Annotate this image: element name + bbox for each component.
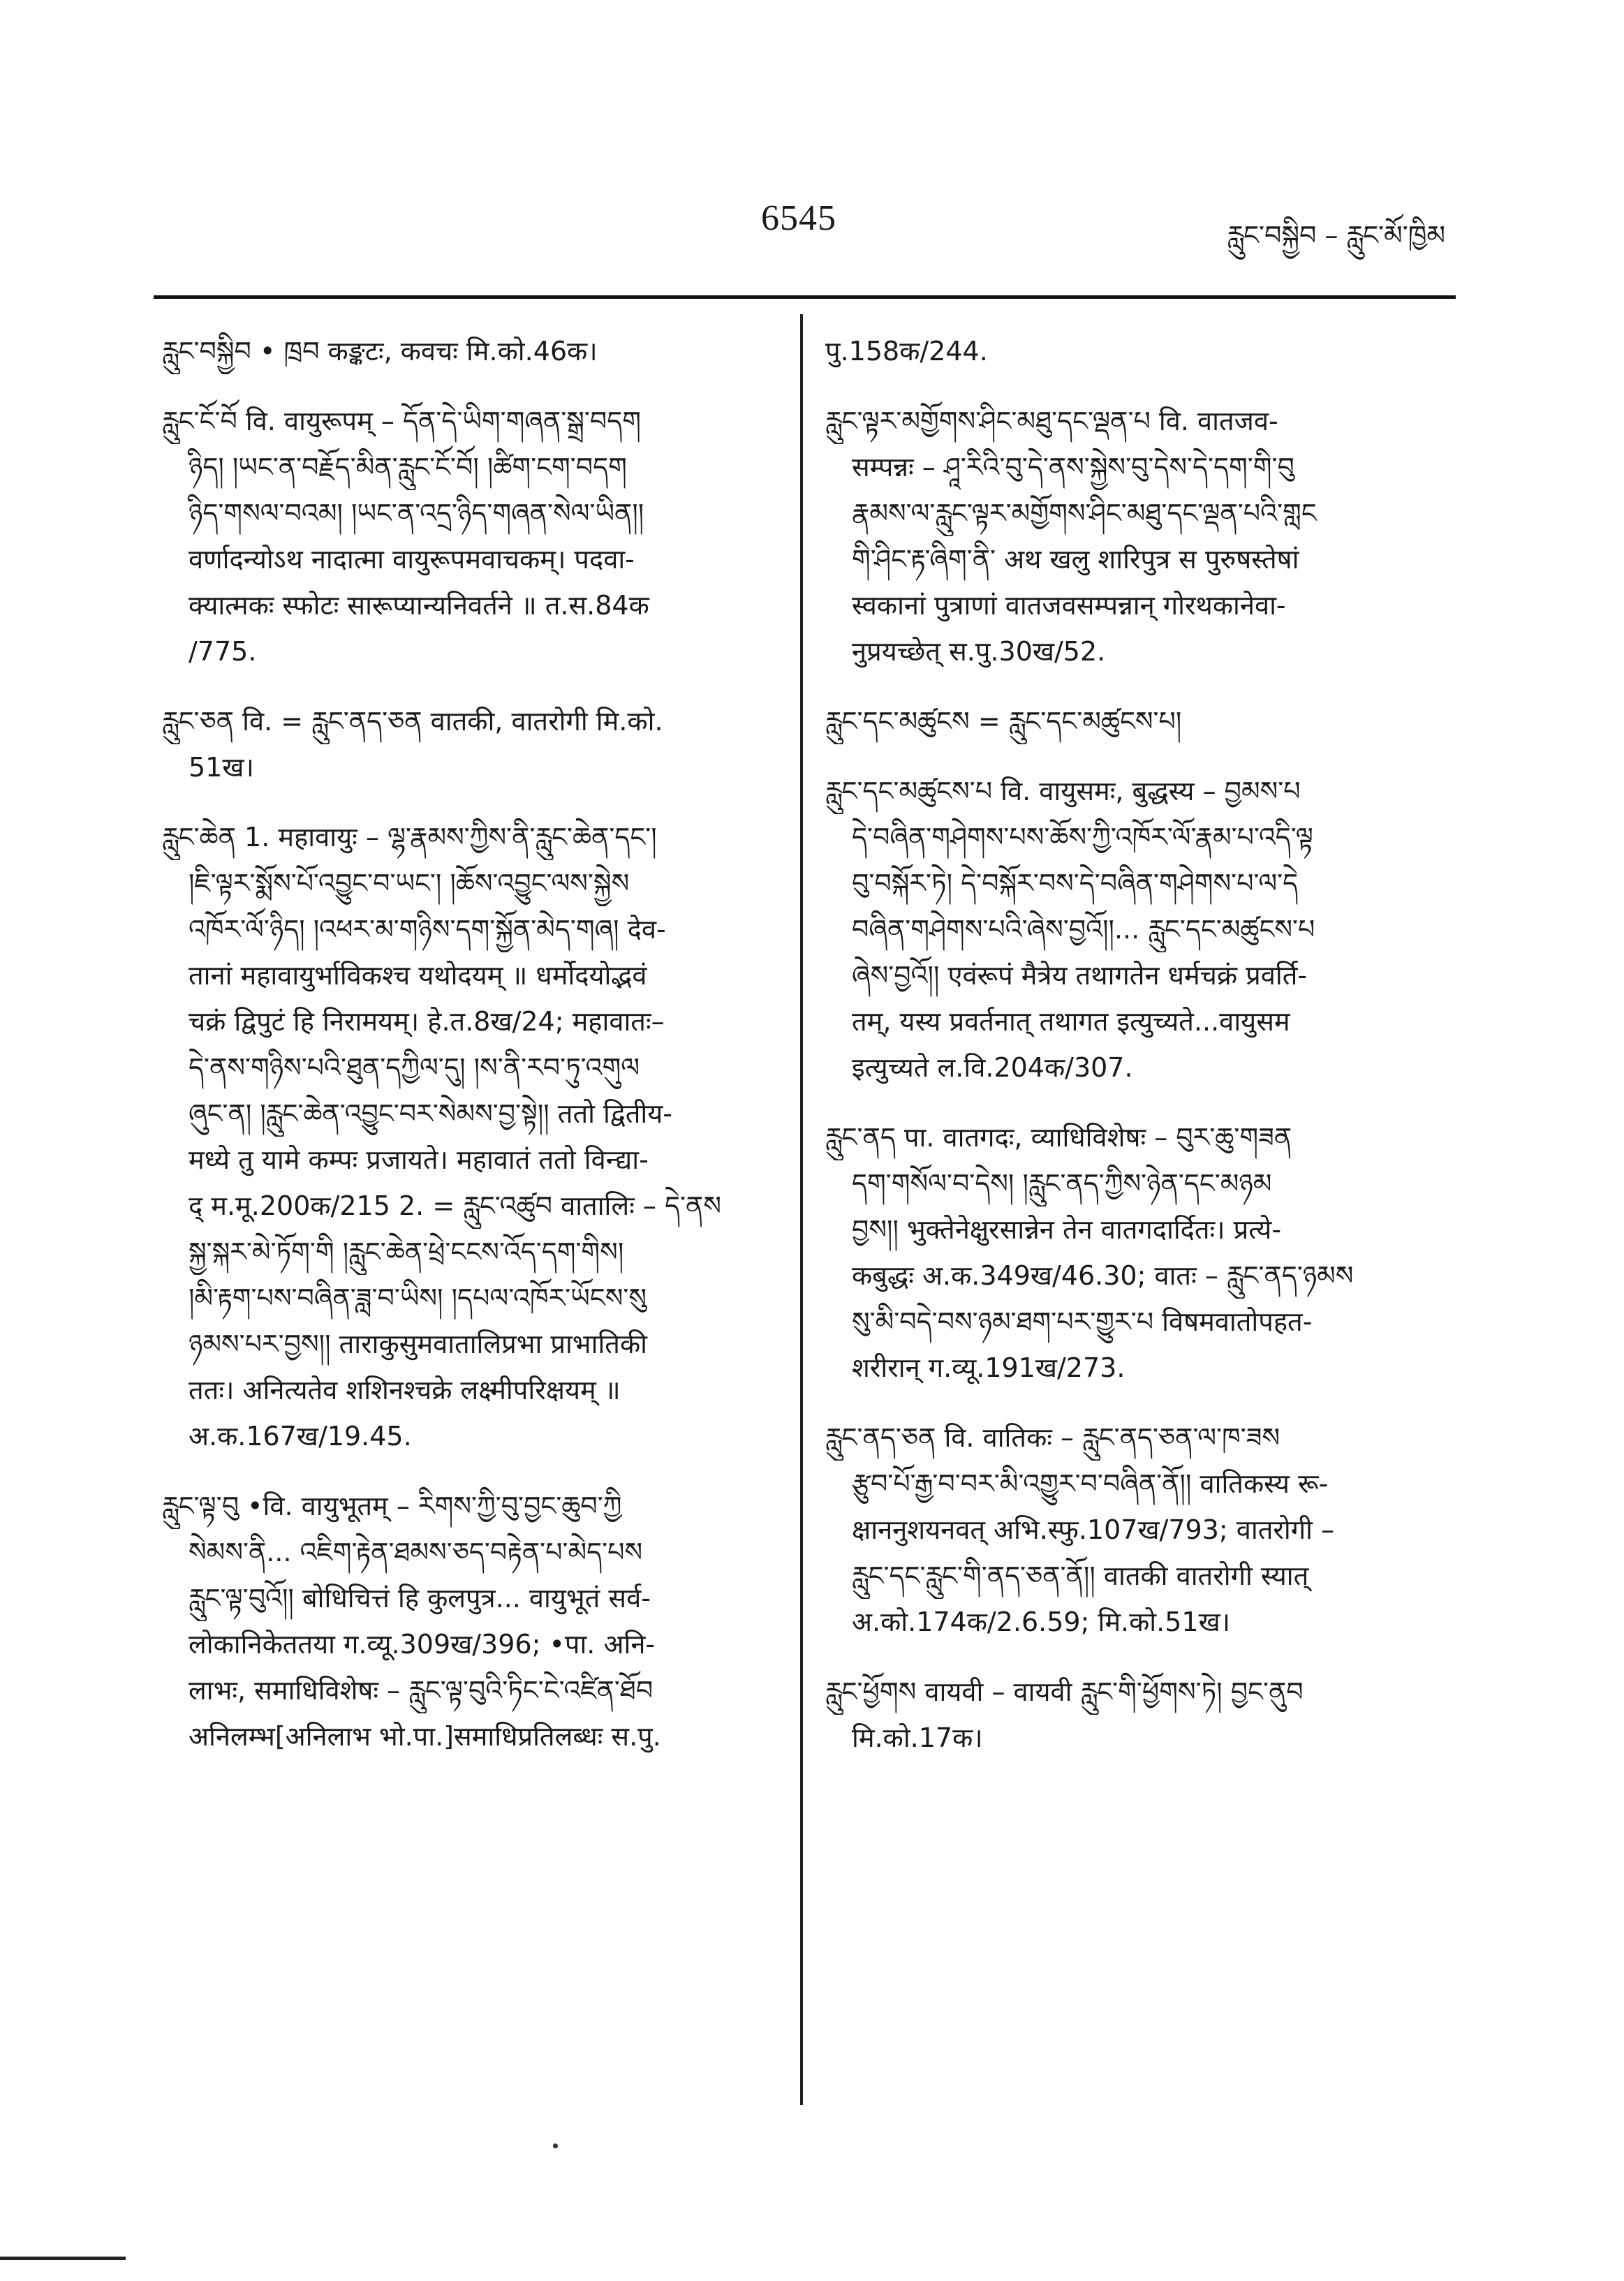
entry-line: पु.158क/244.: [825, 336, 988, 367]
entry-line: རླུང་ཕྱོགས वायवी – वायवी རླུང་གི་ཕྱོགས་ཏེ། བྱང་ནུབ: [825, 1676, 1304, 1707]
entry-line: मि.को.17क।: [852, 1722, 983, 1753]
dictionary-entry: [162, 328, 773, 374]
entry-line: ततः। अनित्यतेव शशिनश्चक्रे लक्ष्मीपरिक्षयम् ॥: [189, 1375, 621, 1405]
top-rule: [154, 295, 1456, 299]
entry-line: རླུང་ཅན वि. = རླུང་ནད་ཅན वातकी, वातरोगी मि.को.: [162, 706, 663, 737]
entry-line: དག་གསོལ་བ་དེས། །རླུང་ནད་ཀྱིས་ཉེན་དང་མཉམ: [852, 1168, 1272, 1199]
entry-line: །ཇི་ལྟར་སྨོས་པོ་འབྱུང་བ་ཡང་། །ཆོས་འབྱུང་ལས་སྐྱེས: [189, 868, 630, 899]
entry-line: वर्णादन्योऽथ नादात्मा वायुरूपमवाचकम्। पदवा-: [189, 544, 635, 575]
entry-line: ཉིད་གསལ་བའམ། །ཡང་ན་འདྲ་ཉིད་གཞན་སེལ་ཡིན།།: [189, 498, 644, 529]
entry-line: བུ་བསྐོར་ཏེ། དེ་བསྐོར་བས་དེ་བཞིན་གཤེགས་པ་ལ་དེ: [852, 868, 1299, 899]
running-head: རླུང་བསྐྱིབ – རླུང་མོ་ཁྱིམ: [1227, 220, 1445, 251]
entry-line: शरीरान् ग.व्यू.191ख/273.: [852, 1352, 1125, 1383]
entry-line: इत्युच्यते ल.वि.204क/307.: [852, 1052, 1133, 1083]
entry-line: རླུང་བསྐྱིབ • ཁྲབ कङ्कटः, कवचः मि.को.46क।: [162, 336, 598, 367]
entry-line: स्वकानां पुत्राणां वातजवसम्पन्नान् गोरथकानेवा-: [852, 590, 1286, 621]
entry-line: ཉིད། །ཡང་ན་བརྗོད་མིན་རླུང་ངོ་བོ། །ཚིག་ངག་བདག: [189, 452, 627, 482]
entry-line: नुप्रयच्छेत् स.पु.30ख/52.: [852, 636, 1106, 667]
entry-line: 51ख।: [189, 752, 254, 783]
entry-line: तानां महावायुर्भाविकश्च यथोदयम् ॥ धर्मोदयोद्भवं: [189, 960, 647, 991]
entry-line: लोकानिकेततया ग.व्यू.309ख/396; •पा. अनि-: [189, 1629, 656, 1660]
entry-line: चक्रं द्विपुटं हि निरामयम्। हे.त.8ख/24; महावातः–: [189, 1006, 665, 1037]
entry-line: ཞུང་ན། །རླུང་ཆེན་འབྱུང་བར་སེམས་བྱ་སྟེ།། ततो द्वितीय-: [189, 1098, 672, 1129]
entry-line: ཞེས་བྱའོ།། एवंरूपं मैत्रेय तथागतेन धर्मचक्रं प्रवर्ति-: [852, 960, 1308, 991]
dictionary-entry: [825, 1415, 1447, 1645]
entry-line: རླུང་ཆེན 1. महावायुः – ལྷ་རྣམས་ཀྱིས་ནི་རླུང་ཆེན་དང་།: [162, 822, 657, 852]
entry-line: རླུང་དང་རླུང་གི་ནད་ཅན་ནོ།། वातकी वातरोगी स्यात्: [852, 1560, 1309, 1591]
entry-line: རླུང་ནད पा. वातगदः, व्याधिविशेषः – བུར་ཆུ་གཟན: [825, 1122, 1292, 1153]
dictionary-entry: [825, 768, 1447, 1091]
entry-line: རླུང་ལྟ་བུའོ།། बोधिचित्तं हि कुलपुत्र... वायुभूतं सर्व-: [189, 1583, 651, 1614]
entry-line: བཞིན་གཤེགས་པའི་ཞེས་བྱའོ།།... རླུང་དང་མཚུངས་པ: [852, 914, 1315, 945]
column-divider: [800, 314, 803, 2105]
entry-line: द् म.मू.200क/215 2. = རླུང་འཚུབ वातालिः – དེ་ནས: [189, 1190, 721, 1221]
entry-line: །མི་རྟག་པས་བཞིན་ཟླ་བ་ཡིས། །དཔལ་འཁོར་ཡོངས་སུ: [189, 1283, 647, 1313]
dictionary-entry: [825, 698, 1447, 744]
entry-line: སེམས་ནི... འཇིག་རྟེན་ཐམས་ཅད་བརྟེན་པ་མེད་པས: [189, 1537, 643, 1567]
entry-line: अ.क.167ख/19.45.: [189, 1421, 412, 1452]
page-dot: [553, 2143, 558, 2148]
entry-line: अ.को.174क/2.6.59; मि.को.51ख।: [852, 1607, 1231, 1637]
entry-line: དེ་བཞིན་གཤེགས་པས་ཆོས་ཀྱི་འཁོར་ལོ་རྣམ་པ་འདི་ལྟ: [852, 822, 1313, 852]
dictionary-entry: [162, 1483, 773, 1759]
dictionary-entry: [162, 814, 773, 1459]
entry-line: བྱས།། भुक्तेनेक्षुरसान्नेन तेन वातगदार्दितः। प्रत्ये-: [852, 1214, 1282, 1245]
entry-line: क्यात्मकः स्फोटः सारूप्यान्यनिवर्तने ॥ त.स.84क: [189, 590, 649, 621]
bottom-edge-mark: [0, 2257, 126, 2260]
dictionary-entry: [162, 398, 773, 674]
entry-line: རླུང་དང་མཚུངས་པ वि. वायुसमः, बुद्धस्य – བྱམས་པ: [825, 776, 1301, 806]
entry-line: རླུང་ནད་ཅན वि. वातिकः – རླུང་ནད་ཅན་ལ་ཁ་ཟས: [825, 1422, 1280, 1453]
entry-line: རླུང་ལྟ་བུ •वि. वायुभूतम् – རིགས་ཀྱི་བུ་བྱང་ཆུབ་ཀྱི: [162, 1491, 622, 1521]
entry-line: लाभः, समाधिविशेषः – རླུང་ལྟ་བུའི་ཏིང་ངེ་འཛིན་ཐོབ: [189, 1675, 654, 1706]
entry-line: རླུང་ལྟར་མགྱོགས་ཤིང་མཐུ་དང་ལྡན་པ वि. वातजव-: [825, 406, 1278, 436]
dictionary-entry: [825, 328, 1447, 374]
entry-line: सम्पन्नः – ཤཱ་རིའི་བུ་དེ་ནས་སྐྱེས་བུ་དེས་དེ་དག་གི་བུ: [852, 452, 1294, 482]
entry-line: अनिलम्भ[अनिलाभ भो.पा.]समाधिप्रतिलब्धः स.पु.: [189, 1721, 661, 1752]
entry-line: རྣམས་ལ་རླུང་ལྟར་མགྱོགས་ཤིང་མཐུ་དང་ལྡན་པའི་གླང: [852, 498, 1317, 529]
entry-line: तम्, यस्य प्रवर्तनात् तथागत इत्युच्यते...वायुसम: [852, 1006, 1290, 1037]
entry-line: དེ་ནས་གཉིས་པའི་ཐུན་དཀྱིལ་དུ། །ས་ནི་རབ་ཏུ་འགུལ: [189, 1052, 640, 1083]
left-column: [162, 328, 773, 1783]
dictionary-entry: [825, 1669, 1447, 1761]
entry-line: /775.: [189, 636, 257, 667]
entry-line: मध्ये तु यामे कम्पः प्रजायते। महावातं ततो विन्द्या-: [189, 1144, 649, 1175]
entry-line: འཁོར་ལོ་ཉིད། །འཕར་མ་གཉིས་དག་སྐྱོན་མེད་གཞ། देव-: [189, 914, 666, 945]
entry-line: कबुद्धः अ.क.349ख/46.30; वातः – རླུང་ནད་ཉམས: [852, 1260, 1354, 1291]
dictionary-entry: [825, 398, 1447, 674]
dictionary-entry: [825, 1114, 1447, 1391]
entry-line: གི་ཤིང་རྟ་ཞིག་ནི་ अथ खलु शारिपुत्र स पुरुषस्तेषां: [852, 544, 1299, 575]
entry-line: རྩུབ་པོ་རྒྱ་བ་བར་མི་འགྱུར་བ་བཞིན་ནོ།། वातिकस्य रू-: [852, 1468, 1329, 1499]
entry-line: རླུང་དང་མཚུངས = རླུང་དང་མཚུངས་པ།: [825, 706, 1182, 737]
page-number: 6545: [761, 198, 836, 238]
entry-line: སྐྱ་སྐར་མེ་ཏོག་གི །རླུང་ཆེན་ཕྲེ་ངངས་འོད་དག་གིས།: [189, 1237, 624, 1267]
entry-line: ཉམས་པར་བྱས།། ताराकुसुमवातालिप्रभा प्राभातिकी: [189, 1329, 647, 1359]
entry-line: སུ་མི་བདེ་བས་ཉམ་ཐག་པར་གྱུར་པ विषमवातोपहत-: [852, 1306, 1313, 1337]
dictionary-entry: [162, 698, 773, 790]
entry-line: क्षाननुशयनवत् अभि.स्फु.107ख/793; वातरोगी –: [852, 1514, 1335, 1545]
entry-line: རླུང་ངོ་བོ वि. वायुरूपम् – དོན་དེ་ཡིག་གཞན་སྒྲ་བདག: [162, 406, 642, 436]
right-column: [825, 328, 1447, 1785]
